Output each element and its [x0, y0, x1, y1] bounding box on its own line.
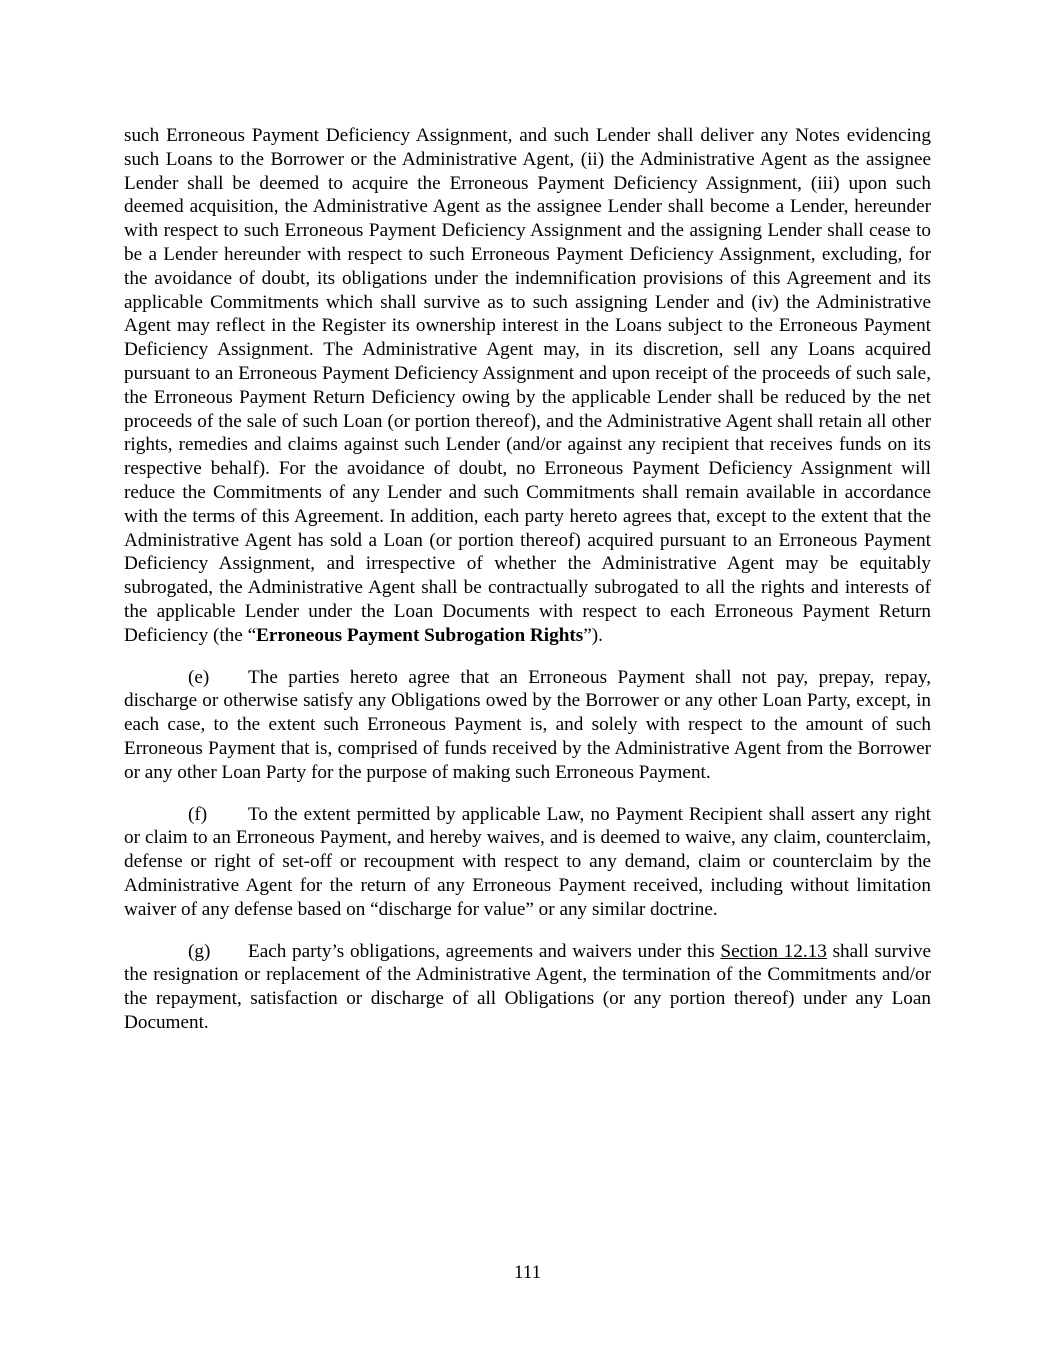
clause-label-g: (g) [188, 940, 211, 962]
paragraph-f [124, 803, 931, 922]
paragraph-e-text: The parties hereto agree that an Erroneous Payment shall not pay, prepay, repay, discharge or otherwise satisfy any Obligations owed by the Borrower or any other Loan Party, except, in each case, to the extent such Erroneous Payment is, and solely with respect to the amount of such Erroneous Payment that is, comprised of funds received by the Administrative Agent from the Borrower or any other Loan Party for the purpose of making such Erroneous Payment. [124, 666, 931, 783]
paragraph-f-text: To the extent permitted by applicable Law, no Payment Recipient shall assert any right or claim to an Erroneous Payment, and hereby waives, and is deemed to waive, any claim, counterclaim, defense or right of set-off or recoupment with respect to any demand, claim or counterclaim by the Administrative Agent for the return of any Erroneous Payment received, including without limitation waiver of any defense based on “discharge for value” or any similar doctrine. [124, 803, 931, 920]
clause-label-f: (f) [188, 803, 208, 825]
clause-label-e: (e) [188, 666, 210, 688]
document-page [124, 124, 931, 1035]
continuation-text-end: ”). [583, 624, 603, 646]
page-number: 111 [513, 1262, 542, 1283]
paragraph-continuation [124, 124, 931, 648]
defined-term-erroneous-payment-subrogation-rights: Erroneous Payment Subrogation Rights [256, 624, 584, 646]
paragraph-g-text: Each party’s obligations, agreements and waivers under this [248, 940, 721, 962]
continuation-text: such Erroneous Payment Deficiency Assignment, and such Lender shall deliver any Notes evidencing such Loans to the Borrower or the Administrative Agent, (ii) the Administrative Agent as the assignee Lender shall be deemed to acquire the Erroneous Payment Deficiency Assignment, (iii) upon such deemed acquisition, the Administrative Agent as the assignee Lender shall become a Lender, hereunder with respect to such Erroneous Payment Deficiency Assignment and the assigning Lender shall cease to be a Lender hereunder with respect to such Erroneous Payment Deficiency Assignment, excluding, for the avoidance of doubt, its obligations under the indemnification provisions of this Agreement and its applicable Commitments which shall survive as to such assigning Lender and (iv) the Administrative Agent may reflect in the Register its ownership interest in the Loans subject to the Erroneous Payment Deficiency Assignment. The Administrative Agent may, in its discretion, sell any Loans acquired pursuant to an Erroneous Payment Deficiency Assignment and upon receipt of the proceeds of such sale, the Erroneous Payment Return Deficiency owing by the applicable Lender shall be reduced by the net proceeds of the sale of such Loan (or portion thereof), and the Administrative Agent shall retain all other rights, remedies and claims against such Lender (and/or against any recipient that receives funds on its respective behalf). For the avoidance of doubt, no Erroneous Payment Deficiency Assignment will reduce the Commitments of any Lender and such Commitments shall remain available in accordance with the terms of this Agreement. In addition, each party hereto agrees that, except to the extent that the Administrative Agent has sold a Loan (or portion thereof) acquired pursuant to an Erroneous Payment Deficiency Assignment, and irrespective of whether the Administrative Agent may be equitably subrogated, the Administrative Agent shall be contractually subrogated to all the rights and interests of the applicable Lender under the Loan Documents with respect to each Erroneous Payment Return Deficiency (the “ [124, 125, 931, 646]
section-reference-link[interactable]: Section 12.13 [720, 940, 827, 962]
paragraph-e [124, 666, 931, 785]
paragraph-g [124, 940, 931, 1035]
paragraph-g-text-end: shall survive the resignation or replacement of the Administrative Agent, the termination of the Commitments and/or the repayment, satisfaction or discharge of all Obligations (or any portion thereof) under any Loan Document. [124, 940, 931, 1033]
